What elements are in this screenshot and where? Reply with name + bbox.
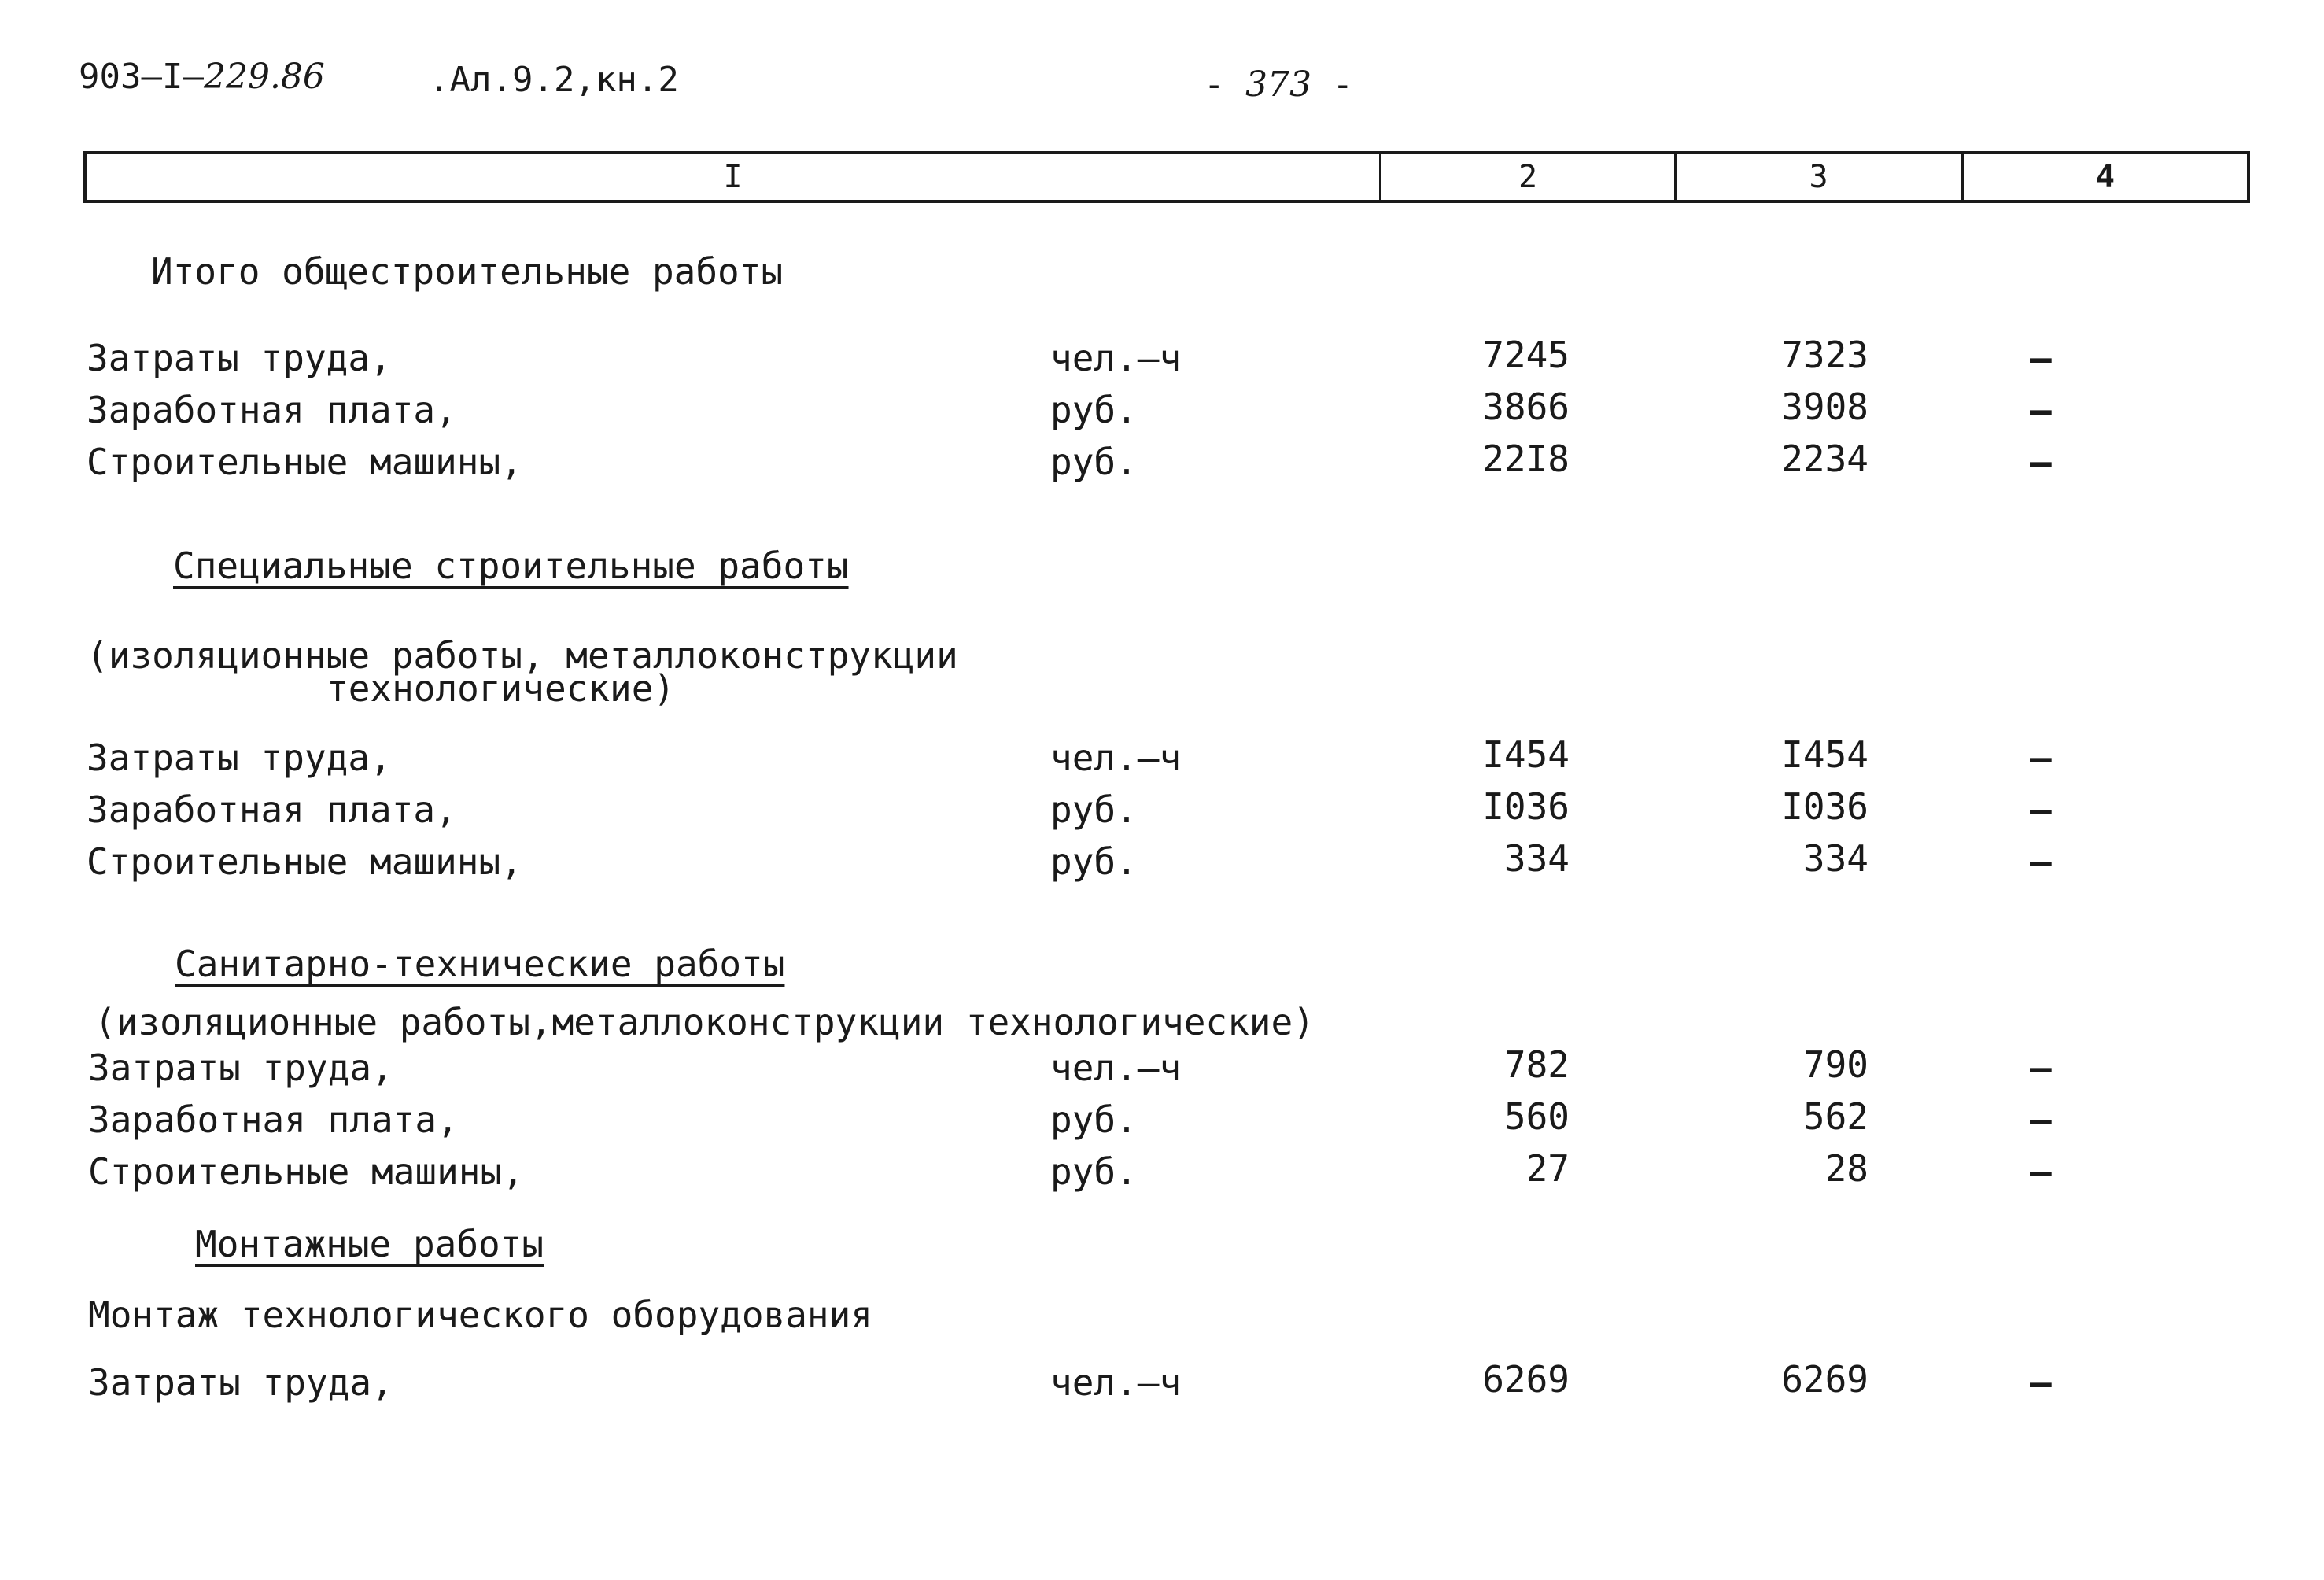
- row-label: Строительные машины,: [87, 441, 522, 483]
- row-value-col3: 7323: [1781, 334, 1868, 376]
- row-value-col4: –: [2030, 788, 2052, 831]
- row-unit: руб.: [1050, 1098, 1138, 1141]
- row-label: Заработная плата,: [88, 1098, 459, 1141]
- row-unit: руб.: [1050, 389, 1138, 431]
- row-value-col4: –: [2030, 337, 2052, 379]
- row-label: Затраты труда,: [88, 1361, 393, 1404]
- row-unit: руб.: [1050, 441, 1138, 483]
- section-special-note-line2: технологические): [326, 667, 676, 710]
- row-label: Заработная плата,: [87, 389, 457, 431]
- section-total-general: Итого общестроительные работы: [151, 250, 784, 293]
- row-label: Затраты труда,: [87, 736, 392, 779]
- row-value-col3: I036: [1781, 785, 1868, 828]
- row-value-col3: 28: [1824, 1147, 1868, 1190]
- row-value-col4: –: [2030, 1047, 2052, 1089]
- row-unit: чел.–ч: [1050, 1047, 1182, 1089]
- row-value-col4: –: [2030, 1150, 2052, 1193]
- row-value-col3: 790: [1802, 1043, 1868, 1086]
- row-value-col3: I454: [1781, 733, 1868, 776]
- page-number: [1204, 65, 1353, 105]
- section-special-heading: Специальные строительные работы: [173, 545, 849, 587]
- row-value-col4: –: [2030, 1361, 2052, 1404]
- document-code-prefix: 903–I–: [79, 57, 204, 97]
- row-unit: чел.–ч: [1050, 337, 1182, 379]
- row-label: Строительные машины,: [88, 1150, 524, 1193]
- row-value-col3: 2234: [1781, 437, 1868, 480]
- row-value-col3: 6269: [1781, 1358, 1868, 1401]
- row-label: Строительные машины,: [87, 840, 522, 883]
- row-value-col2: 334: [1503, 837, 1570, 880]
- row-value-col2: 3866: [1482, 386, 1570, 428]
- row-value-col2: 27: [1525, 1147, 1570, 1190]
- row-unit: чел.–ч: [1050, 1361, 1182, 1404]
- page-number-suffix: -: [1311, 65, 1353, 105]
- row-label: Затраты труда,: [88, 1047, 393, 1089]
- row-value-col3: 3908: [1781, 386, 1868, 428]
- row-unit: руб.: [1050, 788, 1138, 831]
- document-code-handwritten: 229.86: [203, 57, 325, 97]
- page-number-value: 373: [1245, 65, 1311, 105]
- row-value-col2: 560: [1503, 1095, 1570, 1138]
- row-value-col2: I036: [1482, 785, 1570, 828]
- column-header-3: 3: [1677, 154, 1964, 200]
- document-code: [79, 57, 325, 97]
- row-label: Затраты труда,: [87, 337, 392, 379]
- row-value-col4: –: [2030, 736, 2052, 779]
- section-montage-subheading: Монтаж технологического оборудования: [88, 1294, 872, 1336]
- row-value-col2: 6269: [1482, 1358, 1570, 1401]
- section-special-note-line1: (изоляционные работы, металлоконструкции: [87, 634, 958, 677]
- row-value-col2: I454: [1482, 733, 1570, 776]
- section-montage-heading: Монтажные работы: [195, 1223, 544, 1265]
- column-header-2: 2: [1381, 154, 1677, 200]
- row-label: Заработная плата,: [87, 788, 457, 831]
- row-value-col4: –: [2030, 840, 2052, 883]
- column-header-row: [83, 151, 2250, 203]
- row-value-col2: 782: [1503, 1043, 1570, 1086]
- sheet-reference: .Ал.9.2,кн.2: [429, 60, 679, 100]
- row-value-col3: 334: [1802, 837, 1868, 880]
- row-value-col2: 22I8: [1482, 437, 1570, 480]
- row-value-col4: –: [2030, 1098, 2052, 1141]
- column-header-1: I: [87, 154, 1381, 200]
- section-sanitary-note: (изоляционные работы,металлоконструкции технологические): [94, 1001, 1315, 1043]
- row-value-col2: 7245: [1482, 334, 1570, 376]
- row-value-col4: –: [2030, 441, 2052, 483]
- row-unit: чел.–ч: [1050, 736, 1182, 779]
- page-number-prefix: -: [1204, 65, 1245, 105]
- section-sanitary-heading: Санитарно-технические работы: [175, 943, 785, 985]
- row-value-col3: 562: [1802, 1095, 1868, 1138]
- row-value-col4: –: [2030, 389, 2052, 431]
- column-header-4: 4: [2095, 159, 2116, 195]
- row-unit: руб.: [1050, 840, 1138, 883]
- row-unit: руб.: [1050, 1150, 1138, 1193]
